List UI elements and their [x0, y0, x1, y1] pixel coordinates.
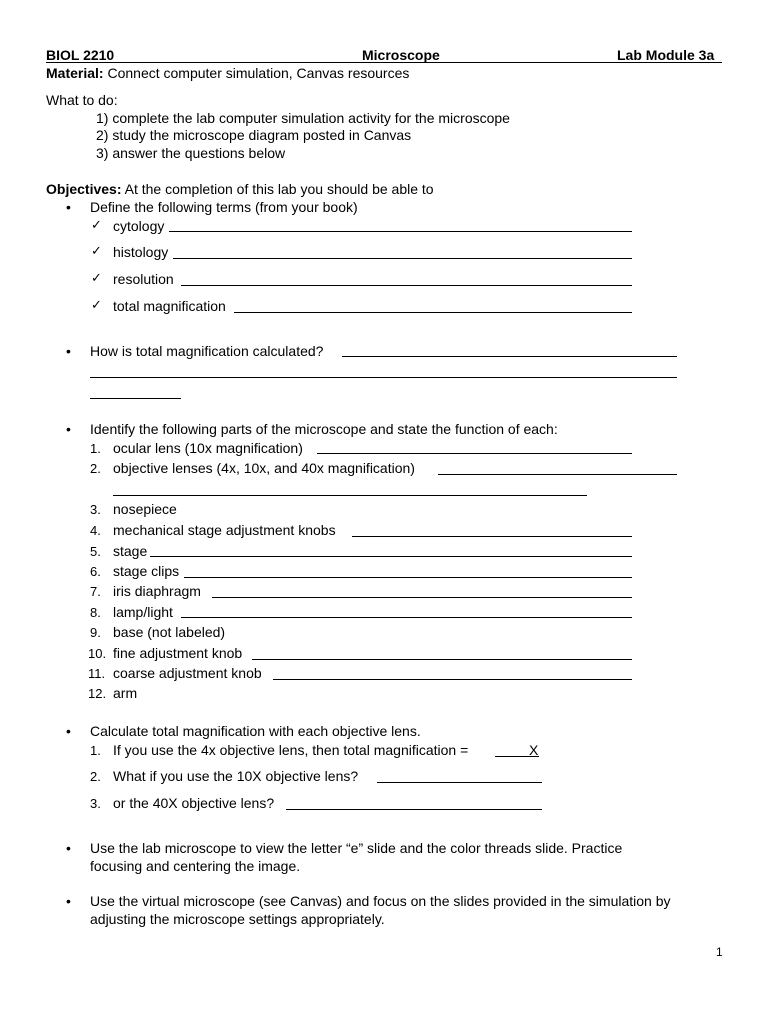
calc-item-10x: What if you use the 10X objective lens? [113, 768, 359, 784]
answer-line-objective-lenses-2[interactable] [113, 495, 587, 496]
part-number: 10. [88, 646, 107, 661]
course-code: BIOL 2210 [46, 47, 115, 63]
part-stage-clips: stage clips [113, 563, 180, 579]
part-stage: stage [113, 543, 148, 559]
calc-item-40x: or the 40X objective lens? [113, 795, 275, 811]
term-total-magnification: total magnification [113, 298, 226, 314]
part-base: base (not labeled) [113, 624, 226, 640]
part-number: 8. [90, 605, 101, 620]
answer-suffix-x: X [529, 742, 539, 758]
part-number: 6. [90, 564, 101, 579]
bullet-icon: • [66, 893, 71, 909]
part-number: 2. [90, 461, 101, 476]
term-histology: histology [113, 244, 169, 260]
material-text: Connect computer simulation, Canvas resources [107, 65, 410, 81]
part-number: 11. [88, 666, 106, 681]
part-arm: arm [113, 685, 138, 701]
document-title: Microscope [362, 47, 440, 63]
part-fine-adjustment-knob: fine adjustment knob [113, 645, 243, 661]
calculate-text: Calculate total magnification with each objective lens. [90, 723, 421, 739]
part-number: 5. [90, 544, 101, 559]
calc-item-number: 1. [90, 743, 101, 758]
answer-line-resolution[interactable] [181, 285, 632, 286]
part-number: 7. [90, 584, 101, 599]
answer-line-iris-diaphragm[interactable] [212, 597, 632, 598]
what-to-do-item-3: 3) answer the questions below [96, 145, 286, 161]
identify-parts-text: Identify the following parts of the microscope and state the function of each: [90, 421, 558, 437]
checkmark-icon: ✓ [91, 298, 102, 313]
lab-microscope-line-2: focusing and centering the image. [90, 858, 301, 874]
answer-line-coarse-adjustment-knob[interactable] [273, 679, 632, 680]
term-cytology: cytology [113, 218, 165, 234]
answer-line-lamp-light[interactable] [181, 617, 632, 618]
part-nosepiece: nosepiece [113, 501, 177, 517]
answer-line-40x[interactable] [286, 809, 542, 810]
part-lamp-light: lamp/light [113, 604, 173, 620]
answer-line-objective-lenses[interactable] [438, 474, 677, 475]
calc-item-4x: If you use the 4x objective lens, then total magnification = [113, 742, 469, 758]
lab-microscope-line-1: Use the lab microscope to view the letter “e” slide and the color threads slide. Practice [90, 840, 623, 856]
part-iris-diaphragm: iris diaphragm [113, 583, 201, 599]
answer-line-stage-clips[interactable] [184, 577, 632, 578]
bullet-icon: • [66, 723, 71, 739]
material-label: Material: [46, 65, 104, 81]
part-mechanical-stage-knobs: mechanical stage adjustment knobs [113, 522, 336, 538]
answer-line-histology[interactable] [173, 258, 632, 259]
objectives-line [46, 181, 434, 198]
checkmark-icon: ✓ [91, 218, 102, 233]
answer-line-mechanical-stage-knobs[interactable] [352, 536, 632, 537]
answer-line-ocular-lens[interactable] [317, 453, 632, 454]
part-ocular-lens: ocular lens (10x magnification) [113, 440, 303, 456]
part-number: 12. [88, 686, 107, 701]
virtual-microscope-line-1: Use the virtual microscope (see Canvas) and focus on the slides provided in the simulation by [90, 893, 671, 909]
answer-line-calc-2[interactable] [90, 377, 677, 378]
page-number: 1 [716, 945, 723, 959]
calc-question: How is total magnification calculated? [90, 343, 324, 359]
checkmark-icon: ✓ [91, 244, 102, 259]
bullet-icon: • [66, 840, 71, 856]
answer-line-stage[interactable] [150, 556, 632, 557]
answer-line-calc-1[interactable] [342, 356, 677, 357]
objectives-label: Objectives: [46, 181, 122, 197]
part-number: 4. [90, 523, 101, 538]
bullet-icon: • [66, 343, 71, 359]
term-resolution: resolution [113, 271, 174, 287]
part-objective-lenses: objective lenses (4x, 10x, and 40x magnification) [113, 460, 415, 476]
header-underline [46, 62, 722, 63]
checkmark-icon: ✓ [91, 271, 102, 286]
answer-line-cytology[interactable] [169, 231, 632, 232]
define-terms-text: Define the following terms (from your book) [90, 199, 358, 215]
part-number: 9. [90, 625, 101, 640]
answer-line-10x[interactable] [377, 782, 542, 783]
what-to-do-item-2: 2) study the microscope diagram posted in Canvas [96, 127, 412, 143]
answer-line-fine-adjustment-knob[interactable] [252, 659, 632, 660]
part-number: 1. [90, 441, 101, 456]
part-number: 3. [90, 502, 101, 517]
calc-item-number: 3. [90, 796, 101, 811]
what-to-do-heading: What to do: [46, 92, 118, 108]
material-line [46, 65, 409, 82]
bullet-icon: • [66, 421, 71, 437]
answer-line-calc-3[interactable] [90, 398, 181, 399]
objectives-intro: At the completion of this lab you should be able to [124, 181, 434, 197]
calc-item-number: 2. [90, 769, 101, 784]
what-to-do-item-1: 1) complete the lab computer simulation activity for the microscope [96, 110, 510, 126]
bullet-icon: • [66, 199, 71, 215]
module-label: Lab Module 3a [617, 47, 715, 63]
virtual-microscope-line-2: adjusting the microscope settings appropriately. [90, 911, 385, 927]
part-coarse-adjustment-knob: coarse adjustment knob [113, 665, 262, 681]
answer-line-total-magnification[interactable] [234, 312, 632, 313]
